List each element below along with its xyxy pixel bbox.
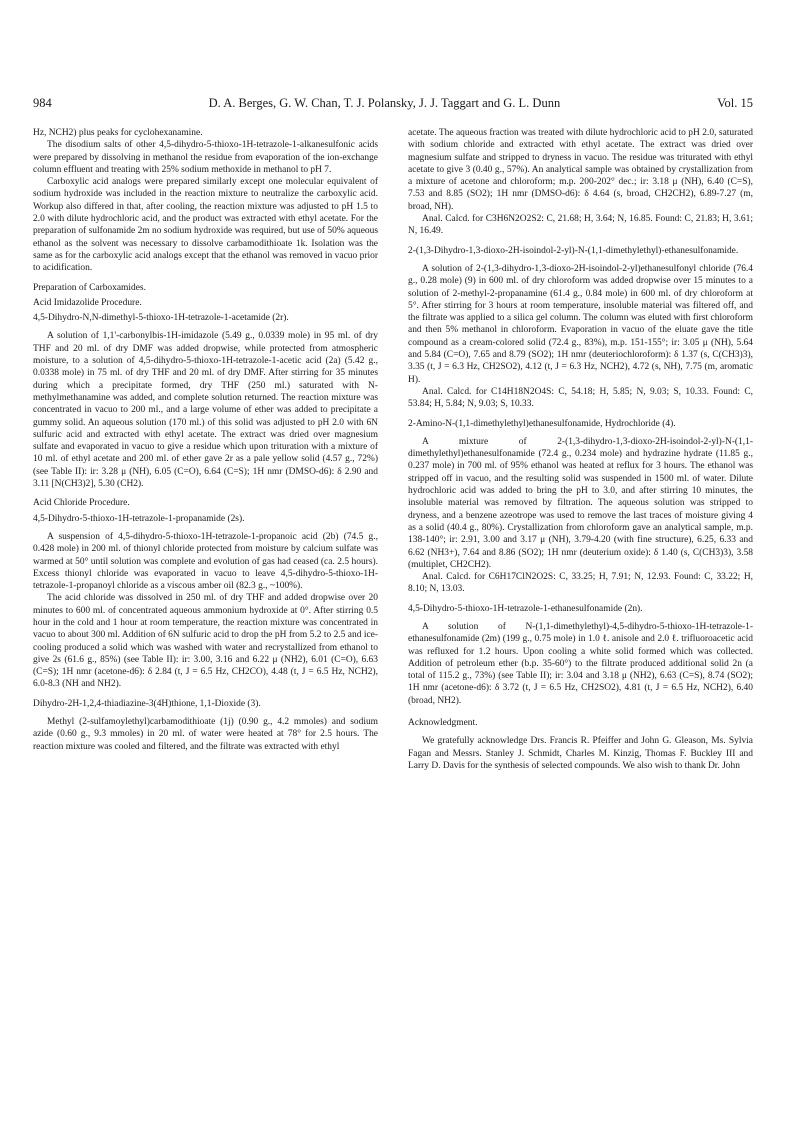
section-heading: Acknowledgment.: [408, 718, 478, 729]
paragraph: A suspension of 4,5-dihydro-5-thioxo-1H-tetrazole-1-propanoic acid (2b) (74.5 g., 0.428 mole) in 200 ml. of thionyl chloride protected from moisture by calcium sulfate was warmed at 50° until solution was complete and evolution of gas had ceased (ca. 2.5 hours). Excess thionyl chloride was evaporated in vacuo to leave 4,5-dihydro-5-thioxo-1H-tetrazole-1-propanoyl chloride as a viscous amber oil (82.3 g., ~100%).: [33, 531, 378, 592]
paragraph: Methyl (2-sulfamoylethyl)carbamodithioate (1j) (0.90 g., 4.2 mmoles) and sodium azide (0.60 g., 9.3 mmoles) in 20 ml. of water were heated at 78° for 2.5 hours. The reaction mixture was cooled and filtered, and the filtrate was extracted with ethyl: [33, 717, 378, 752]
paragraph: Anal. Calcd. for C3H6N2O2S2: C, 21.68; H, 3.64; N, 16.85. Found: C, 21.83; H, 3.61; N, 16.49.: [408, 214, 753, 237]
paragraph: A solution of 2-(1,3-dihydro-1,3-dioxo-2H-isoindol-2-yl)ethanesulfonyl chloride (76.4 g., 0.28 mole) (9) in 600 ml. of dry chloroform was added dropwise over 15 minutes to a solution of 2-methyl-2-propanamine (61.4 g., 0.84 mole) in 600 ml. of dry chloroform at 5°. After stirring for 3 hours at room temperature, insoluble material was filtered off, and the filtrate was applied to a silica gel column. The column was eluted with first chloroform and then 5% methanol in chloroform. Evaporation in vacuo of the eluate gave the title compound as a cream-colored solid (72.4 g., 83%), m.p. 151-155°; ir: 3.05 μ (NH), 5.64 and 5.84 (C=O), 7.65 and 8.79 (SO2); 1H nmr (deuteriochloroform): δ 1.37 (s, C(CH3)3), 3.35 (t, J = 6.3 Hz, CH2SO2), 4.12 (t, J = 6.3 Hz, NCH2), 4.72 (s, NH), 7.75 (m, aromatic H).: [408, 263, 753, 385]
section-heading: 2-Amino-N-(1,1-dimethylethyl)ethanesulfonamide, Hydrochloride (4).: [408, 418, 676, 429]
paragraph: Carboxylic acid analogs were prepared similarly except one molecular equivalent of sodium hydroxide was included in the reaction mixture to neutralize the carboxylic acid. Workup also differed in that, after cooling, the reaction mixture was adjusted to pH 1.5 to 2.0 with dilute hydrochloric acid, and the product was extracted with ethyl acetate. For the preparation of sulfonamide 2m no sodium hydroxide was required, but use of 50% aqueous ethanol as the solvent was necessary to dissolve carbamodithioate 1k. Isolation was the same as for the carboxylic acid analogs except that the ethanol was removed in vacuo prior to acidification.: [33, 177, 378, 274]
paragraph: The acid chloride was dissolved in 250 ml. of dry THF and added dropwise over 20 minutes to 600 ml. of concentrated aqueous ammonium hydroxide at 0°. After stirring 0.5 hour in the cold and 1 hour at room temperature, the reaction mixture was concentrated in vacuo to about 300 ml. Addition of 6N sulfuric acid to drop the pH from 5.2 to 2.5 and ice-cooling produced a solid which was washed with water and recrystallized from ethanol to give 2s (61.6 g., 85%) (see Table II): ir: 3.00, 3.16 and 6.22 μ (NH2), 6.01 (C=O), 6.63 (C=S); 1H nmr (acetone-d6): δ 2.84 (t, J = 6.5 Hz, CH2CO), 4.48 (t, J = 6.5 Hz, NCH2), 6.0-8.3 (NH and NH2).: [33, 593, 378, 690]
paragraph: The disodium salts of other 4,5-dihydro-5-thioxo-1H-tetrazole-1-alkanesulfonic acids were prepared by dissolving in methanol the residue from evaporation of the ion-exchange column effluent and treating with 25% sodium methoxide in methanol to pH 7.: [33, 140, 378, 175]
section-heading: Acid Chloride Procedure.: [33, 498, 130, 509]
paragraph: Anal. Calcd. for C14H18N2O4S: C, 54.18; H, 5.85; N, 9.03; S, 10.33. Found: C, 53.84; H, 5.84; N, 9.03; S, 10.33.: [408, 386, 753, 410]
page-number: 984: [33, 96, 52, 110]
section-heading: 2-(1,3-Dihydro-1,3-dioxo-2H-isoindol-2-yl)-N-(1,1-dimethylethyl)-ethanesulfonamide.: [408, 245, 739, 256]
paragraph: A solution of N-(1,1-dimethylethyl)-4,5-dihydro-5-thioxo-1H-tetrazole-1-ethanesulfonamide (2m) (199 g., 0.75 mole) in 1.0 ℓ. anisole and 2.0 ℓ. trifluoroacetic acid was refluxed for 1.2 hours. Upon cooling a white solid formed which was collected. Addition of petroleum ether (b.p. 35-60°) to the filtrate produced additional solid 2n (a total of 115.2 g., 73%) (see Table II); ir: 3.04 and 3.18 μ (NH2), 6.63 (C=S), 8.74 (SO2); 1H nmr (acetone-d6): δ 3.72 (t, J = 6.5 Hz, CH2SO2), 4.81 (t, J = 6.5 Hz, NCH2), 6.40 (broad, NH2).: [408, 621, 753, 706]
paragraph: We gratefully acknowledge Drs. Francis R. Pfeiffer and John G. Gleason, Ms. Sylvia Fagan and Messrs. Stanley J. Schmidt, Charles M. Kinzig, Thomas F. Buckley III and Larry D. Davis for the synthesis of selected compounds. We also wish to thank Dr. John: [408, 736, 753, 771]
running-header: [33, 96, 753, 111]
left-column: [33, 127, 378, 753]
paragraph: acetate. The aqueous fraction was treated with dilute hydrochloric acid to pH 2.0, saturated with sodium chloride and extracted with ethyl acetate. The extract was dried over magnesium sulfate and stripped to dryness in vacuo. The residue was triturated with ethyl acetate to give 3 (0.40 g., 57%). An analytical sample was obtained by crystallization from a mixture of acetone and chloroform; m.p. 200-202° dec.; ir: 3.18 μ (NH), 6.40 (C=S), 7.53 and 8.85 (SO2); 1H nmr (DMSO-d6): δ 4.64 (s, broad, CH2CH2), 6.89-7.27 (m, broad, NH).: [408, 128, 753, 212]
section-heading: 4,5-Dihydro-5-thioxo-1H-tetrazole-1-ethanesulfonamide (2n).: [408, 603, 643, 614]
section-heading: Dihydro-2H-1,2,4-thiadiazine-3(4H)thione, 1,1-Dioxide (3).: [33, 698, 261, 709]
section-heading: Preparation of Carboxamides.: [33, 282, 146, 293]
volume-label: Vol. 15: [717, 96, 753, 110]
section-heading: 4,5-Dihydro-N,N-dimethyl-5-thioxo-1H-tetrazole-1-acetamide (2r).: [33, 313, 289, 324]
running-authors: D. A. Berges, G. W. Chan, T. J. Polansky, J. J. Taggart and G. L. Dunn: [208, 96, 561, 110]
section-heading: Acid Imidazolide Procedure.: [33, 297, 142, 308]
paragraph: A mixture of 2-(1,3-dihydro-1,3-dioxo-2H-isoindol-2-yl)-N-(1,1-dimethylethyl)ethanesulfonamide (72.4 g., 0.234 mole) and hydrazine hydrate (11.85 g., 0.237 mole) in 700 ml. of 95% ethanol was heated at reflux for 3 hours. The ethanol was stripped off in vacuo, and the resulting solid was suspended in 1500 ml. of water. Dilute hydrochloric acid was added to bring the pH to 3.0, and after stirring 10 minutes, the insoluble material was removed by filtration. The aqueous solution was stripped to dryness, and a benzene azeotrope was used to remove the last traces of moisture giving 4 as a solid (40.4 g., 80%). Crystallization from chloroform gave an analytical sample, m.p. 138-140°; ir: 2.91, 3.00 and 3.17 μ (NH), 3.79-4.20 (with fine structure), 6.25, 6.33 and 6.62 (NH3+), 7.64 and 8.86 (SO2); 1H nmr (deuterium oxide): δ 1.40 (s, C(CH3)3), 3.58 (multiplet, CH2CH2).: [408, 436, 753, 570]
paragraph: A solution of 1,1'-carbonylbis-1H-imidazole (5.49 g., 0.0339 mole) in 95 ml. of dry THF and 20 ml. of dry DMF was added dropwise, while protected from atmospheric moisture, to a solution of 4,5-dihydro-5-thioxo-1H-tetrazole-1-acetic acid (2a) (5.42 g., 0.0338 mole) in 75 ml. of dry THF and 20 ml. of dry DMF. After stirring for 35 minutes during which a precipitate formed, dry THF (250 ml.) saturated with N-methylmethanamine was added, and complete solution returned. The reaction mixture was concentrated in vacuo to 200 ml., and a large volume of ether was added to precipitate a gummy solid. An aqueous solution (170 ml.) of this solid was adjusted to pH 2.0 with 6N sulfuric acid and extracted with ethyl acetate. The extract was dried over magnesium sulfate and evaporated in vacuo to give a residue which upon trituration with a mixture of 10 ml. of ethyl acetate and 200 ml. of ether gave 2r as a pale yellow solid (4.57 g., 72%) (see Table II): ir: 3.28 μ (NH), 6.05 (C=O), 6.64 (C=S); 1H nmr (DMSO-d6): δ 2.90 and 3.11 [N(CH3)2], 5.30 (CH2).: [33, 331, 378, 490]
right-column: [408, 127, 753, 772]
paragraph: Anal. Calcd. for C6H17ClN2O2S: C, 33.25; H, 7.91; N, 12.93. Found: C, 33.22; H, 8.10; N, 13.03.: [408, 572, 753, 595]
paragraph: Hz, NCH2) plus peaks for cyclohexanamine.: [33, 128, 203, 138]
section-heading: 4,5-Dihydro-5-thioxo-1H-tetrazole-1-propanamide (2s).: [33, 513, 245, 524]
